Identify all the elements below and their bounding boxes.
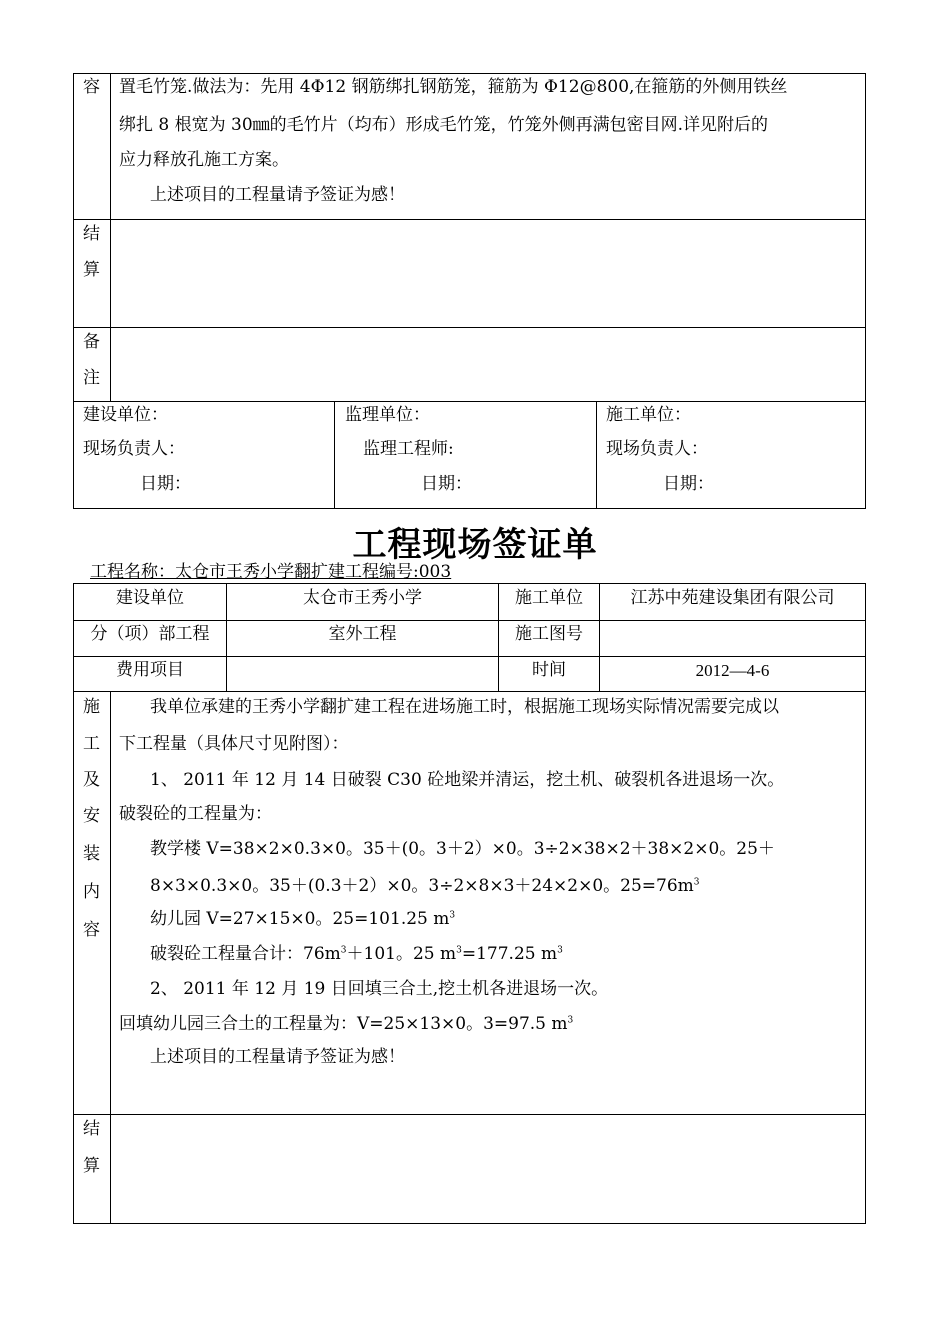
side-label-4: 安	[83, 806, 100, 826]
side-label-6: 内	[83, 882, 100, 902]
form-content-line-1: 我单位承建的王秀小学翻扩建工程在进场施工时，根据施工现场实际情况需要完成以	[150, 697, 779, 717]
form-settle-label-2: 算	[83, 1156, 100, 1176]
side-label-1: 施	[83, 697, 100, 717]
project-name-line: 工程名称：太仓市王秀小学翻扩建工程编号:003	[90, 562, 452, 582]
form-content-line-9: 2、 2011 年 12 月 19 日回填三合土,挖土机各进退场一次。	[150, 979, 609, 999]
line6-text: 8×3×0.3×0。35＋(0.3＋2）×0。3÷2×8×3＋24×2×0。25=76m	[150, 876, 694, 896]
time-value: 2012—4-6	[695, 661, 770, 680]
page-title: 工程现场签证单	[352, 525, 598, 565]
form-content-line-8	[150, 946, 563, 963]
form-content-line-5: 教学楼 V=38×2×0.3×0。35＋(0。3＋2）×0。3÷2×38×2＋38×2×0。25＋	[150, 839, 775, 859]
top-table-row-divider-3	[73, 401, 866, 402]
form-right-border	[865, 583, 866, 1224]
builder-unit-label: 施工单位：	[606, 405, 691, 425]
form-content-line-11: 上述项目的工程量请予签证为感！	[150, 1047, 405, 1067]
form-row-divider-2	[73, 656, 866, 657]
form-top-border	[73, 583, 866, 584]
builder-label: 施工单位	[515, 588, 583, 608]
side-label-5: 装	[83, 844, 100, 864]
line8-sup-c: 3	[557, 945, 563, 956]
time-label: 时间	[532, 660, 566, 680]
line7-text: 幼儿园 V=27×15×0。25=101.25 m	[150, 909, 450, 929]
form-settle-label-1: 结	[83, 1119, 100, 1139]
line8-text-a: 破裂砼工程量合计：76m	[150, 944, 341, 964]
supervisor-person-label: 监理工程师:	[363, 439, 454, 459]
line7-sup: 3	[449, 910, 456, 921]
line10-text: 回填幼儿园三合土的工程量为：V=25×13×0。3=97.5 m	[119, 1014, 568, 1034]
content-line-1: 置毛竹笼.做法为：先用 4Φ12 钢筋绑扎钢筋笼，箍筋为 Φ12@800,在箍筋的外侧用铁丝	[119, 77, 788, 97]
remark-label-1: 备	[83, 332, 100, 352]
top-table-row-divider-2	[73, 327, 866, 328]
form-row-divider-4	[73, 1114, 866, 1115]
builder-person-label: 现场负责人：	[606, 439, 708, 459]
line8-text-b: ＋101。25 m	[346, 944, 457, 964]
form-content-line-2: 下工程量（具体尺寸见附图）：	[119, 734, 349, 754]
line8-sup-b: 3	[456, 945, 462, 956]
settle-label-1: 结	[83, 224, 100, 244]
form-bottom-border	[73, 1223, 866, 1224]
line8-sup-a: 3	[340, 945, 347, 956]
form-content-line-3: 1、 2011 年 12 月 14 日破裂 C30 砼地梁并清运，挖土机、破裂机各进退场一次。	[150, 770, 785, 790]
builder-date-label: 日期：	[663, 474, 714, 494]
content-row-label: 容	[83, 77, 100, 97]
form-label-divider	[110, 691, 111, 1224]
top-table-label-divider	[110, 73, 111, 402]
builder-value: 江苏中苑建设集团有限公司	[630, 588, 835, 608]
side-label-3: 及	[83, 770, 100, 790]
sign-divider-1	[334, 401, 335, 509]
line10-sup: 3	[567, 1015, 574, 1026]
remark-label-2: 注	[83, 368, 100, 388]
content-line-4: 上述项目的工程量请予签证为感！	[150, 185, 405, 205]
supervisor-unit-label: 监理单位：	[345, 405, 430, 425]
side-label-2: 工	[83, 734, 100, 754]
owner-unit-label: 建设单位：	[83, 405, 168, 425]
drawing-label: 施工图号	[515, 624, 583, 644]
owner-person-label: 现场负责人：	[83, 439, 185, 459]
sign-divider-2	[596, 401, 597, 509]
top-table-row-divider-1	[73, 219, 866, 220]
form-row-divider-3	[73, 691, 866, 692]
content-line-3: 应力释放孔施工方案。	[119, 150, 289, 170]
form-row-divider-1	[73, 620, 866, 621]
owner-label: 建设单位	[116, 588, 184, 608]
top-table-left-border	[73, 73, 74, 509]
form-content-line-6	[150, 878, 700, 895]
form-content-line-7	[150, 911, 455, 928]
form-content-line-10	[119, 1016, 573, 1033]
line6-sup: 3	[693, 877, 700, 888]
settle-label-2: 算	[83, 260, 100, 280]
part-label: 分（项）部工程	[90, 624, 210, 644]
top-table-top-border	[73, 73, 866, 74]
line8-text-c: =177.25 m	[461, 944, 558, 964]
form-left-border	[73, 583, 74, 1224]
top-table-right-border	[865, 73, 866, 509]
cost-label: 费用项目	[116, 660, 184, 680]
supervisor-date-label: 日期：	[421, 474, 472, 494]
content-line-2: 绑扎 8 根宽为 30㎜的毛竹片（均布）形成毛竹笼，竹笼外侧再满包密目网.详见附后的	[119, 115, 769, 135]
owner-date-label: 日期：	[140, 474, 191, 494]
form-content-line-4: 破裂砼的工程量为：	[119, 804, 272, 824]
top-table-bottom-border	[73, 508, 866, 509]
owner-value: 太仓市王秀小学	[303, 588, 422, 608]
side-label-7: 容	[83, 920, 100, 940]
part-value: 室外工程	[328, 624, 397, 644]
